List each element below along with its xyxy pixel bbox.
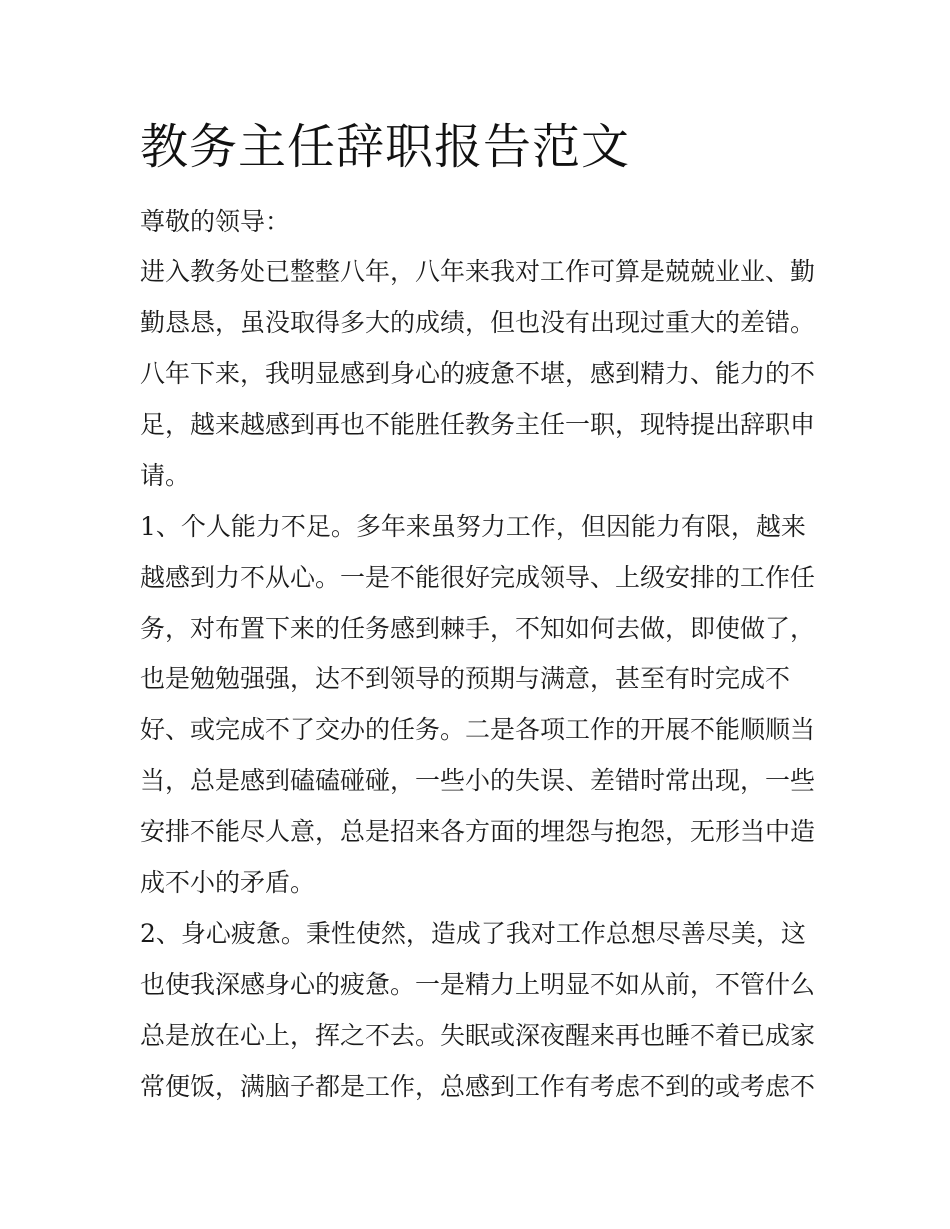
text-line: 常便饭，满脑子都是工作，总感到工作有考虑不到的或考虑不	[140, 1072, 816, 1101]
text-line: 2、身心疲惫。秉性使然，造成了我对工作总想尽善尽美，这	[140, 919, 806, 948]
text-line: 也是勉勉强强，达不到领导的预期与满意，甚至有时完成不	[140, 664, 791, 693]
text-line: 越感到力不从心。一是不能很好完成领导、上级安排的工作任	[140, 563, 816, 592]
text-line: 进入教务处已整整八年，八年来我对工作可算是兢兢业业、勤	[140, 257, 816, 286]
text-line: 务，对布置下来的任务感到棘手，不知如何去做，即使做了，	[140, 614, 816, 643]
text-line: 八年下来，我明显感到身心的疲惫不堪，感到精力、能力的不	[140, 359, 816, 388]
text-line: 也使我深感身心的疲惫。一是精力上明显不如从前，不管什么	[140, 970, 816, 999]
text-line: 好、或完成不了交办的任务。二是各项工作的开展不能顺顺当	[140, 715, 816, 744]
text-line: 1、个人能力不足。多年来虽努力工作，但因能力有限，越来	[140, 512, 806, 541]
text-line: 安排不能尽人意，总是招来各方面的埋怨与抱怨，无形当中造	[140, 817, 816, 846]
salutation: 尊敬的领导：	[140, 207, 291, 236]
text-line: 成不小的矛盾。	[140, 868, 316, 897]
text-line: 请。	[140, 461, 191, 490]
text-line: 当，总是感到磕磕碰碰，一些小的失误、差错时常出现，一些	[140, 766, 816, 795]
text-line: 足，越来越感到再也不能胜任教务主任一职，现特提出辞职申	[140, 410, 816, 439]
document-title: 教务主任辞职报告范文	[140, 119, 631, 175]
text-line: 总是放在心上，挥之不去。失眠或深夜醒来再也睡不着已成家	[140, 1021, 816, 1050]
text-line: 勤恳恳，虽没取得多大的成绩，但也没有出现过重大的差错。	[140, 308, 816, 337]
